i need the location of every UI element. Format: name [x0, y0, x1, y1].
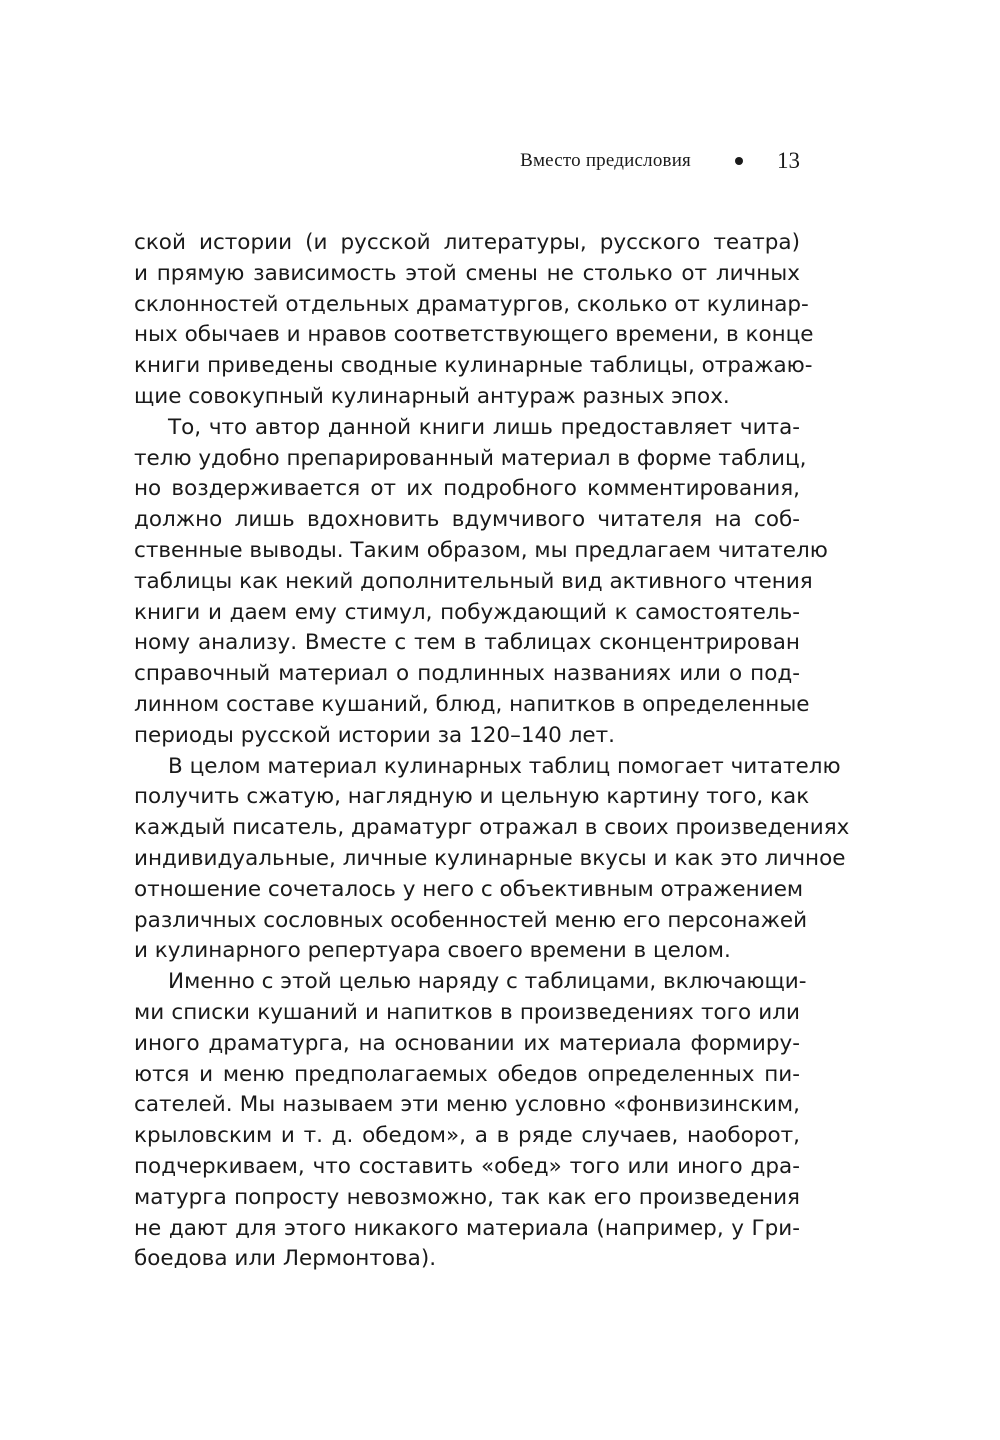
text-line: и прямую зависимость этой смены не столько от личных [134, 260, 800, 286]
text-line: подчеркиваем, что составить «обед» того или иного дра- [134, 1153, 800, 1179]
text-line: книги и даем ему стимул, побуждающий к самостоятель- [134, 599, 800, 625]
text-line: и кулинарного репертуара своего времени в целом. [134, 938, 731, 964]
text-line: каждый писатель, драматург отражал в своих произведениях [134, 815, 850, 841]
body-text [134, 228, 850, 1275]
running-head-title: Вместо предисловия [520, 150, 691, 171]
text-line: сателей. Мы называем эти меню условно «фонвизинским, [134, 1092, 800, 1118]
text-line: периоды русской истории за 120–140 лет. [134, 722, 616, 748]
text-line: таблицы как некий дополнительный вид активного чтения [134, 568, 813, 594]
text-line: склонностей отдельных драматургов, сколько от кулинар- [134, 291, 809, 317]
paragraph [134, 752, 850, 968]
text-line: щие совокупный кулинарный антураж разных эпох. [134, 383, 730, 409]
text-line: То, что автор данной книги лишь предоставляет чита- [168, 414, 800, 440]
text-line: боедова или Лермонтова). [134, 1246, 437, 1272]
text-line: должно лишь вдохновить вдумчивого читателя на соб- [134, 507, 800, 533]
text-line: различных сословных особенностей меню его персонажей [134, 907, 808, 933]
text-line: крыловским и т. д. обедом», а в ряде случаев, наоборот, [134, 1123, 800, 1149]
paragraph [134, 413, 828, 752]
text-line: матурга попросту невозможно, так как его произведения [134, 1184, 800, 1210]
text-line: ственные выводы. Таким образом, мы предлагаем читателю [134, 537, 828, 563]
text-line: ному анализу. Вместе с тем в таблицах сконцентрирован [134, 630, 800, 656]
text-line: телю удобно препарированный материал в форме таблиц, [134, 445, 807, 471]
text-line: получить сжатую, наглядную и цельную картину того, как [134, 784, 810, 810]
text-line: ми списки кушаний и напитков в произведениях того или [134, 999, 800, 1025]
text-line: не дают для этого никакого материала (например, у Гри- [134, 1215, 800, 1241]
text-line: индивидуальные, личные кулинарные вкусы и как это личное [134, 845, 846, 871]
text-line: линном составе кушаний, блюд, напитков в определенные [134, 691, 810, 717]
text-line: Именно с этой целью наряду с таблицами, включающи- [168, 969, 807, 995]
text-line: справочный материал о подлинных названиях или о под- [134, 661, 800, 687]
text-line: но воздерживается от их подробного комментирования, [134, 476, 800, 502]
running-head [520, 148, 800, 174]
text-line: книги приведены сводные кулинарные таблицы, отражаю- [134, 353, 813, 379]
paragraph [134, 228, 814, 413]
bullet-separator-icon [735, 157, 743, 165]
text-line: В целом материал кулинарных таблиц помогает читателю [168, 753, 841, 779]
text-line: иного драматурга, на основании их материала формиру- [134, 1030, 800, 1056]
paragraph [134, 967, 807, 1275]
page-number: 13 [777, 148, 800, 173]
text-line: ются и меню предполагаемых обедов определенных пи- [134, 1061, 800, 1087]
text-line: ской истории (и русской литературы, русского театра) [134, 230, 800, 255]
text-line: ных обычаев и нравов соответствующего времени, в конце [134, 322, 814, 348]
text-line: отношение сочеталось у него с объективным отражением [134, 876, 804, 902]
